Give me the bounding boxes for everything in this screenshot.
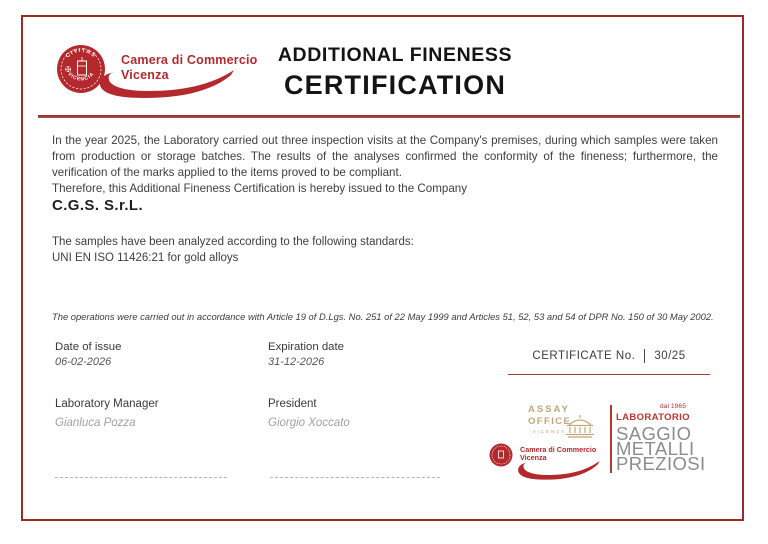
lab-word-saggio: SAGGIO: [616, 423, 692, 444]
lab-since: dal 1965: [659, 403, 686, 410]
chamber-name-line2: Vicenza: [121, 67, 169, 82]
laboratorio-logo: [616, 403, 706, 474]
svg-text:✠: ✠: [65, 65, 72, 74]
lab-name: LABORATORIO: [616, 412, 690, 423]
certificate-number-value: 30/25: [654, 350, 686, 362]
lab-word-metalli: METALLI: [616, 438, 695, 459]
president-label: President: [268, 398, 317, 410]
chamber-name-line1: Camera di Commercio: [121, 53, 258, 67]
chamber-swoosh-small-icon: [517, 461, 602, 481]
svg-text:VICENCIA: VICENCIA: [66, 71, 96, 83]
expiration-date-value: 31-12-2026: [268, 356, 325, 368]
inspection-paragraph: In the year 2025, the Laboratory carried out three inspection visits at the Company's premises, during which samples were taken from production or storage batches. The results of the analyses confirmed the conformity of the fineness; furthermore, the verification of the marks applied to the items proved to be compliant.: [52, 134, 718, 179]
certificate-body: [52, 133, 718, 197]
president-name: Giorgio Xoccato: [268, 417, 350, 429]
assay-office-logo: [528, 404, 572, 435]
chamber-small-line2: Vicenza: [520, 453, 547, 463]
expiration-date: [268, 341, 344, 368]
signature-line-manager: [55, 477, 227, 478]
chamber-seal-small-icon: [489, 443, 513, 467]
signature-line-president: [270, 477, 440, 478]
title-line1: ADDITIONAL FINENESS: [277, 44, 513, 66]
lab-logo-divider: [610, 405, 612, 473]
issued-line: Therefore, this Additional Fineness Certification is hereby issued to the Company: [52, 181, 468, 195]
legal-note: The operations were carried out in accordance with Article 19 of D.Lgs. No. 251 of 22 May 1999 and Articles 51, 52, 53 and 54 of DPR No. 150 of 30 May 2002.: [52, 311, 714, 322]
date-of-issue-label: Date of issue: [55, 341, 122, 353]
standards-section: [52, 234, 414, 266]
certificate-number-label: CERTIFICATE No.: [532, 350, 636, 362]
president-signature: [268, 398, 350, 429]
standard-line: UNI EN ISO 11426:21 for gold alloys: [52, 252, 239, 264]
chamber-swoosh-icon: [98, 70, 238, 100]
assay-office-city: VICENZA: [532, 430, 566, 435]
assay-office-line2: OFFICE: [528, 416, 572, 427]
svg-text:CIVITAS: CIVITAS: [64, 47, 98, 60]
certificate-number-separator: [644, 349, 645, 363]
standards-intro: The samples have been analyzed according to the following standards:: [52, 236, 414, 248]
lab-word-preziosi: PREZIOSI: [616, 453, 706, 474]
title-line2: CERTIFICATION: [283, 70, 507, 100]
expiration-date-label: Expiration date: [268, 341, 344, 353]
certificate-number-block: [508, 346, 710, 375]
lab-manager-name: Gianluca Pozza: [55, 417, 136, 429]
company-name: C.G.S. S.r.L.: [52, 197, 144, 214]
lab-manager-label: Laboratory Manager: [55, 398, 159, 410]
chamber-small-line1: Camera di Commercio: [520, 445, 597, 454]
date-of-issue: [55, 341, 121, 368]
header-divider-rule: [38, 115, 740, 118]
date-of-issue-value: 06-02-2026: [55, 356, 112, 368]
certificate-title: [252, 44, 538, 101]
basilica-building-icon: [564, 414, 596, 438]
lab-manager-signature: [55, 398, 159, 429]
assay-office-line1: ASSAY: [528, 404, 570, 415]
